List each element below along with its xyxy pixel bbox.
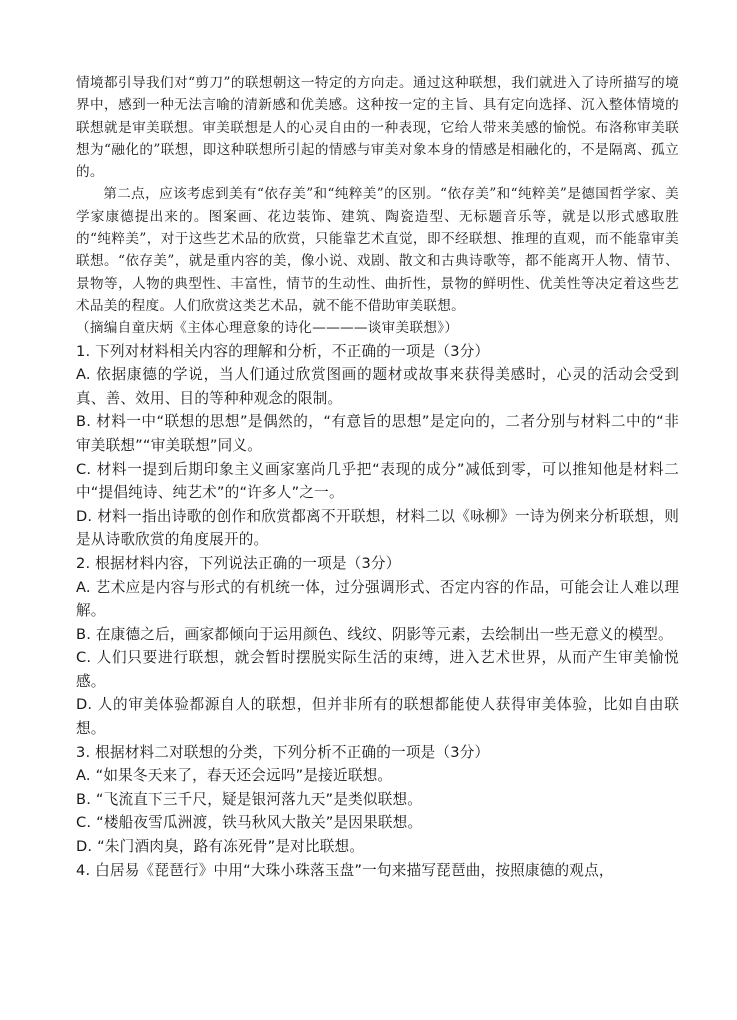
question-2-stem: 2. 根据材料内容，下列说法正确的一项是（3分） [76, 554, 401, 572]
question-4 [76, 859, 679, 883]
question-3 [76, 741, 679, 859]
question-1-option-b: B. 材料一中“联想的思想”是偶然的，“有意旨的思想”是定向的，二者分别与材料二中的“非审美联想”“审美联想”同义。 [76, 413, 679, 454]
question-3-option-a: A. “如果冬天来了，春天还会远吗”是接近联想。 [76, 767, 393, 785]
passage-paragraph-2: 第二点，应该考虑到美有“依存美”和“纯粹美”的区别。“依存美”和“纯粹美”是德国哲学家、美学家康德提出来的。图案画、花边装饰、建筑、陶瓷造型、无标题音乐等，就是以形式感取胜的“纯粹美”，对于这些艺术品的欣赏，只能靠艺术直觉，即不经联想、推理的直观，而不能靠审美联想。“依存美”，就是重内容的美，像小说、戏剧、散文和古典诗歌等，都不能离开人物、情节、景物等，人物的典型性、丰富性，情节的生动性、曲折性，景物的鲜明性、优美性等决定着这些艺术品美的程度。人们欣赏这类艺术品，就不能不借助审美联想。 [76, 186, 679, 314]
question-2-option-a: A. 艺术应是内容与形式的有机统一体，过分强调形式、否定内容的作品，可能会让人难以理解。 [76, 578, 679, 620]
question-4-stem: 4. 白居易《琵琶行》中用“大珠小珠落玉盘”一句来描写琵琶曲，按照康德的观点， [76, 861, 614, 879]
question-3-option-d: D. “朱门酒肉臭，路有冻死骨”是对比联想。 [76, 838, 365, 856]
question-3-option-b: B. “飞流直下三千尺，疑是银河落九天”是类似联想。 [76, 790, 423, 808]
question-1-stem: 1. 下列对材料相关内容的理解和分析，不正确的一项是（3分） [76, 342, 490, 360]
question-3-stem: 3. 根据材料二对联想的分类，下列分析不正确的一项是（3分） [76, 743, 490, 761]
question-1 [76, 340, 679, 552]
passage-source-citation: （摘编自童庆炳《主体心理意象的诗化————谈审美联想》） [76, 320, 459, 337]
question-1-option-c: C. 材料一提到后期印象主义画家塞尚几乎把“表现的成分”减低到零，可以推知他是材料二中“提倡纯诗、纯艺术”的“许多人”之一。 [76, 460, 679, 502]
question-2 [76, 552, 679, 741]
question-2-option-d: D. 人的审美体验都源自人的联想，但并非所有的联想都能使人获得审美体验，比如自由联想。 [76, 696, 679, 738]
question-1-option-d: D. 材料一指出诗歌的创作和欣赏都离不开联想，材料二以《咏柳》一诗为例来分析联想，则是从诗歌欣赏的角度展开的。 [76, 507, 679, 549]
question-3-option-c: C. “楼船夜雪瓜洲渡，铁马秋风大散关”是因果联想。 [76, 814, 423, 832]
question-2-option-c: C. 人们只要进行联想，就会暂时摆脱实际生活的束缚，进入艺术世界，从而产生审美愉悦感。 [76, 649, 679, 690]
question-2-option-b: B. 在康德之后，画家都倾向于运用颜色、线纹、阴影等元素，去绘制出一些无意义的模型。 [76, 625, 673, 643]
reading-passage [76, 72, 679, 340]
question-1-option-a: A. 依据康德的学说，当人们通过欣赏图画的题材或故事来获得美感时，心灵的活动会受到真、善、效用、目的等种种观念的限制。 [76, 366, 679, 407]
question-list [76, 340, 679, 883]
passage-paragraph-1: 情境都引导我们对“剪刀”的联想朝这一特定的方向走。通过这种联想，我们就进入了诗所描写的境界中，感到一种无法言喻的清新感和优美感。这种按一定的主旨、具有定向选择、沉入整体情境的联想就是审美联想。审美联想是人的心灵自由的一种表现，它给人带来美感的愉悦。布洛称审美联想为“融化的”联想，即这种联想所引起的情感与审美对象本身的情感是相融化的，不是隔离、孤立的。 [76, 75, 679, 181]
